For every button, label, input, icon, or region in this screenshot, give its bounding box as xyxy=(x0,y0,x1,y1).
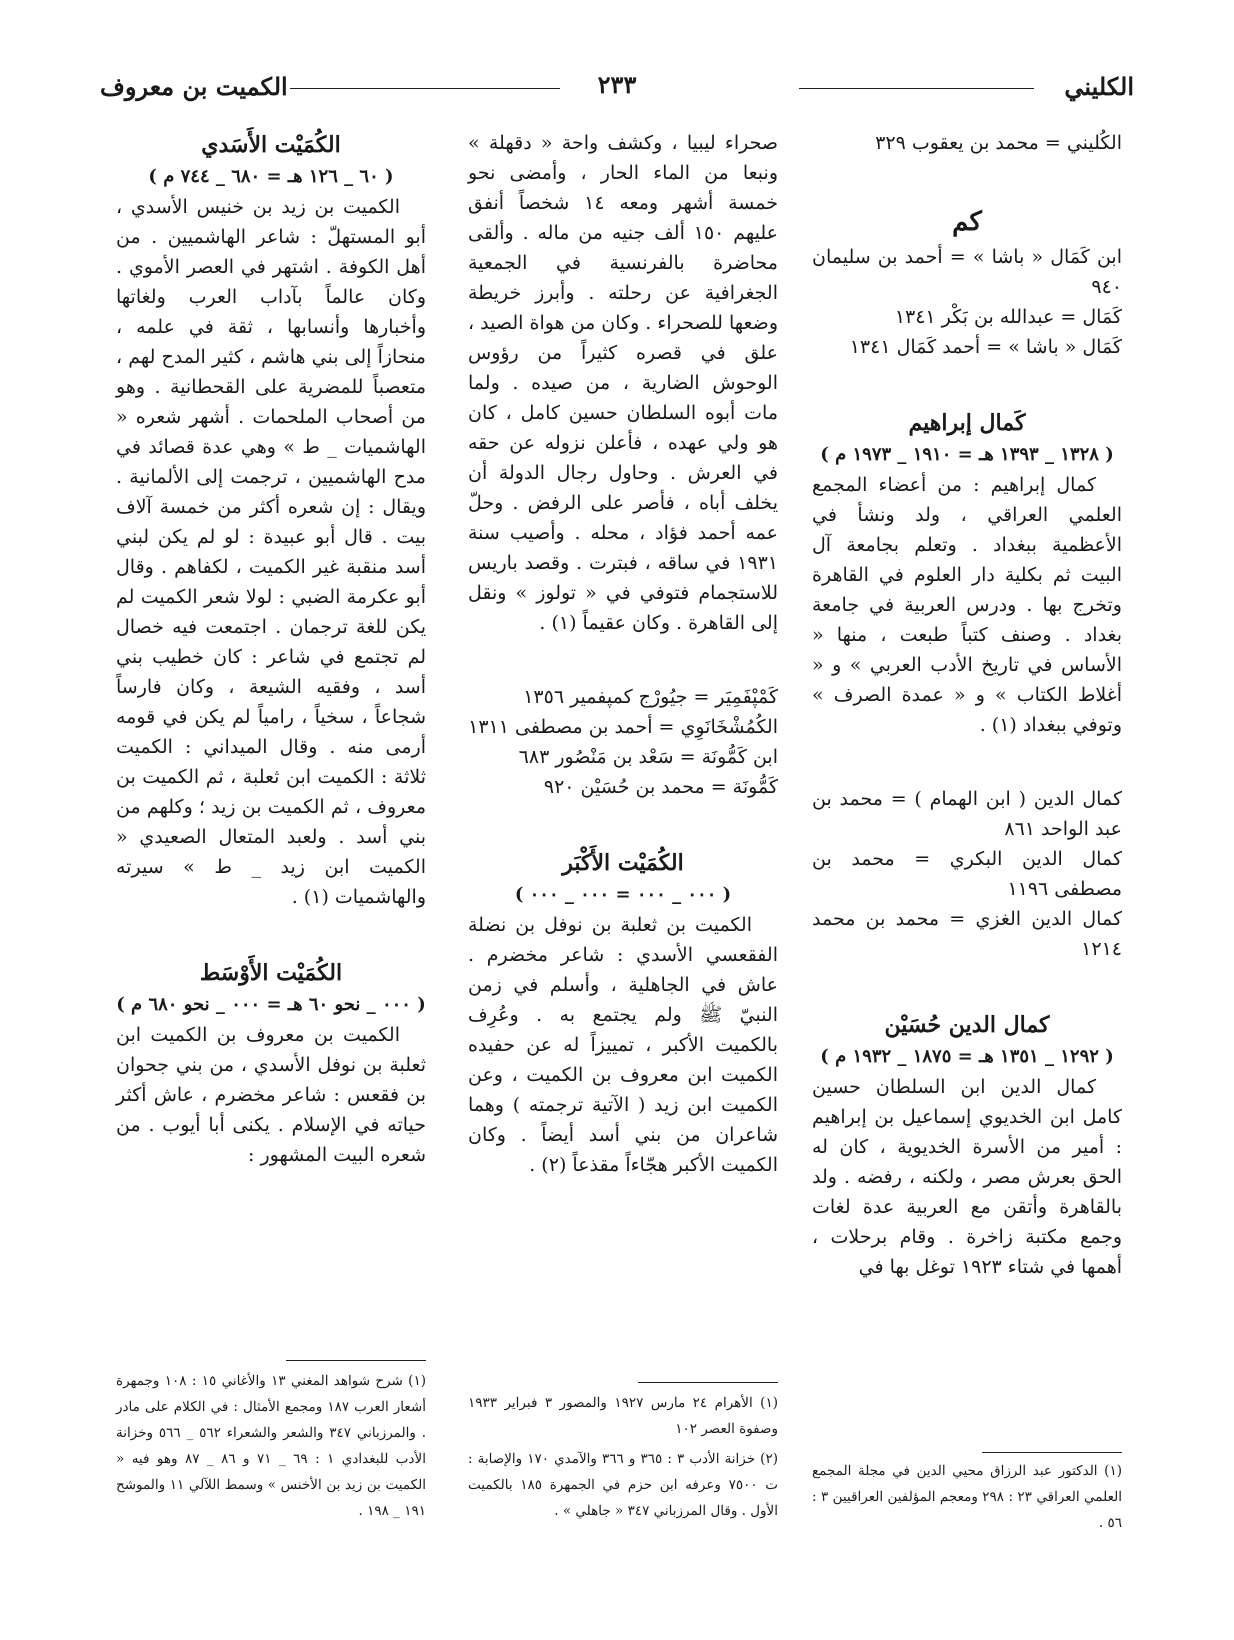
cross-reference-kumushkhanawi: الكُمُشْخَانَوِي = أحمد بن مصطفى ١٣١١ xyxy=(468,716,778,738)
cross-reference-kulayni: الكُليني = محمد بن يعقوب ٣٢٩ xyxy=(875,132,1122,154)
header-rule-right xyxy=(799,88,1034,89)
footnote-left: (١) شرح شواهد المغني ١٣ والأغاني ١٥ : ١٠٨ وجمهرة أشعار العرب ١٨٧ ومجمع الأمثال : في الكلام على مادر . والمرزباني ٣٤٧ والشعر والشعراء ٥٦٢ _ ٥٦٦ وخزانة الأدب للبغدادي ١ : ٦٩ _ ٧١ و ٨٦ _ ٨٧ وهو فيه « الكميت بن زيد بن الأخنس » وسمط اللآلي ١١ والموشح ١٩١ _ ١٩٨ . xyxy=(116,1373,426,1519)
cross-reference-ibn-kammuna: ابن كَمُّونَة = سَعْد بن مَنْصُور ٦٨٣ xyxy=(518,746,778,768)
cross-reference-kammuna: كَمُّونَة = محمد بن حُسَيْن ٩٢٠ xyxy=(543,776,778,798)
column-right xyxy=(812,128,1122,1282)
cross-reference-ghazzi: كمال الدين الغزي = محمد بن محمد ١٢١٤ xyxy=(812,908,1122,960)
running-head-left: الكميت بن معروف xyxy=(100,72,288,101)
footnote-middle-2: (٢) خزانة الأدب ٣ : ٣٦٥ و ٣٦٦ والآمدي ١٧٠ والإصابة : ت ٧٥٠٠ وعرفه ابن حزم في الجمهرة ١٨٥ بالكميت الأول . وقال المرزباني ٣٤٧ « جاهلي » . xyxy=(468,1451,778,1519)
cross-reference-kamal-2: كَمَال « باشا » = أحمد كَمَال ١٣٤١ xyxy=(849,336,1122,358)
entry-body-kumayt-awsat: الكميت بن معروف بن الكميت ابن ثعلبة بن نوفل الأسدي ، من بني جحوان بن فقعس : شاعر مخضرم ، عاش أكثر حياته في الإسلام . يكنى أبا أيوب . من شعره البيت المشهور : xyxy=(116,1024,426,1166)
footnote-rule-middle xyxy=(638,1382,778,1383)
header-rule-left xyxy=(290,88,560,89)
cross-reference-ibn-humam: كمال الدين ( ابن الهمام ) = محمد بن عبد الواحد ٨٦١ xyxy=(812,788,1122,840)
section-heading-kam: كم xyxy=(952,207,982,237)
entry-dates-kumayt-awsat: ( ٠٠٠ _ نحو ٦٠ هـ = ٠٠٠ _ نحو ٦٨٠ م ) xyxy=(116,994,426,1015)
entry-dates-kamal-husayn: ( ١٢٩٢ _ ١٣٥١ هـ = ١٨٧٥ _ ١٩٣٢ م ) xyxy=(820,1046,1114,1067)
entry-body-kamal-husayn: كمال الدين ابن السلطان حسين كامل ابن الخديوي إسماعيل بن إبراهيم : أمير من الأسرة الخديوية ، كان له الحق بعرش مصر ، ولكنه ، رفضه . ولد بالقاهرة وأتقن مع العربية عدة لغات وجمع مكتبة زاخرة . وقام برحلات ، أهمها في شتاء ١٩٢٣ توغل بها في xyxy=(812,1076,1122,1278)
column-left xyxy=(116,128,426,1170)
entry-title-kumayt-asadi: الكُمَيْت الأَسَدي xyxy=(201,132,341,158)
entry-body-kamal-ibrahim: كمال إبراهيم : من أعضاء المجمع العلمي العراقي ، ولد ونشأ في الأعظمية ببغداد . وتعلم بجامعة آل البيت ثم بكلية دار العلوم في القاهرة وتخرج بها . ودرس العربية في جامعة بغداد . وصنف كتباً طبعت ، منها « الأساس في تاريخ الأدب العربي » و « أغلاط الكتاب » و « عمدة الصرف » وتوفي ببغداد (١) . xyxy=(812,474,1122,736)
footnote-rule-left xyxy=(286,1360,426,1361)
entry-dates-kumayt-asadi: ( ٦٠ _ ١٢٦ هـ = ٦٨٠ _ ٧٤٤ م ) xyxy=(148,166,394,187)
cross-reference-ibn-kamal: ابن كَمَال « باشا » = أحمد بن سليمان ٩٤٠ xyxy=(812,246,1122,298)
entry-dates-kumayt-akbar: ( ٠٠٠ _ ٠٠٠ = ٠٠٠ _ ٠٠٠ ) xyxy=(514,884,732,905)
running-head-right: الكليني xyxy=(1064,72,1134,101)
footnote-right: (١) الدكتور عبد الرزاق محيي الدين في مجلة المجمع العلمي العراقي ٢٣ : ٢٩٨ ومعجم المؤلفين العراقيين ٣ : ٥٦ . xyxy=(812,1463,1122,1531)
entry-title-kumayt-akbar: الكُمَيْت الأَكْبَر xyxy=(562,850,684,876)
cross-reference-kamal-1: كَمَال = عبدالله بن بَكْر ١٣٤١ xyxy=(894,306,1122,328)
footnote-middle-1: (١) الأهرام ٢٤ مارس ١٩٢٧ والمصور ٣ فبراير ١٩٣٣ وصفوة العصر ١٠٢ xyxy=(468,1395,778,1437)
entry-body-continuation: صحراء ليبيا ، وكشف واحة « دقهلة » ونبعا من الماء الحار ، وأمضى نحو خمسة أشهر ومعه ١٤ شخصاً أنفق عليهم ١٥٠ ألف جنيه من ماله . وألقى محاضرة بالفرنسية في الجمعية الجغرافية عن رحلته . وأبرز خريطة وضعها للصحراء . وكان من هواة الصيد ، علق في قصره كثيراً من رؤوس الوحوش الضارية ، من صيده . ولما مات أبوه السلطان حسين كامل ، كان هو ولي عهده ، فأعلن نزوله عن حقه في العرش . وحاول رجال الدولة أن يخلف أباه ، فأصر على الرفض . وحلّ عمه أحمد فؤاد ، محله . وأصيب سنة ١٩٣١ في ساقه ، فبترت . وقصد باريس للاستجمام فتوفي في « تولوز » ونقل إلى القاهرة . وكان عقيماً (١) . xyxy=(468,132,779,634)
page-header xyxy=(100,72,1134,112)
footnote-rule-right xyxy=(982,1452,1122,1453)
entry-title-kumayt-awsat: الكُمَيْت الأَوْسَط xyxy=(199,960,343,986)
entry-title-kamal-husayn: كمال الدين حُسَيْن xyxy=(884,1012,1050,1038)
entry-body-kumayt-asadi: الكميت بن زيد بن خنيس الأسدي ، أبو المستهلّ : شاعر الهاشميين . من أهل الكوفة . اشتهر في العصر الأموي . وكان عالماً بآداب العرب ولغاتها وأخبارها وأنسابها ، ثقة في علمه ، منحازاً إلى بني هاشم ، كثير المدح لهم ، متعصباً للمضرية على القحطانية . وهو من أصحاب الملحمات . أشهر شعره « الهاشميات _ ط » وهي عدة قصائد في مدح الهاشميين ، ترجمت إلى الألمانية . ويقال : إن شعره أكثر من خمسة آلاف بيت . قال أبو عبيدة : لو لم يكن لبني أسد منقبة غير الكميت ، لكفاهم . وقال أبو عكرمة الضبي : لولا شعر الكميت لم يكن للغة ترجمان . اجتمعت فيه خصال لم تجتمع في شاعر : كان خطيب بني أسد ، وفقيه الشيعة ، وكان فارساً شجاعاً ، سخياً ، رامياً لم يكن في قومه أرمى منه . وقال الميداني : الكميت ثلاثة : الكميت ابن ثعلبة ، ثم الكميت بن معروف ، ثم الكميت بن زيد ؛ وكلهم من بني أسد . ولعبد المتعال الصعيدي « الكميت ابن زيد _ ط » سيرته والهاشميات (١) . xyxy=(116,196,426,908)
cross-reference-kempfmeyer: كَمْپْفَمِيَر = جيُورْج كمپفمير ١٣٥٦ xyxy=(523,686,778,708)
cross-reference-bakri: كمال الدين البكري = محمد بن مصطفى ١١٩٦ xyxy=(812,848,1122,900)
entry-dates-kamal-ibrahim: ( ١٣٢٨ _ ١٣٩٣ هـ = ١٩١٠ _ ١٩٧٣ م ) xyxy=(820,444,1114,465)
entry-body-kumayt-akbar: الكميت بن ثعلبة بن نوفل بن نضلة الفقعسي الأسدي : شاعر مخضرم . عاش في الجاهلية ، وأسلم في زمن النبيّ ﷺ ولم يجتمع به . وعُرِف بالكميت الأكبر ، تمييزاً له عن حفيده الكميت ابن معروف بن الكميت ، وعن الكميت ابن زيد ( الآتية ترجمته ) وهما شاعران من بني أسد أيضاً . وكان الكميت الأكبر هجّاءاً مقذعاً (٢) . xyxy=(468,914,778,1176)
page-number: ٢٣٣ xyxy=(597,70,637,99)
entry-title-kamal-ibrahim: كَمال إبراهيم xyxy=(908,410,1026,436)
column-middle xyxy=(468,128,778,1180)
